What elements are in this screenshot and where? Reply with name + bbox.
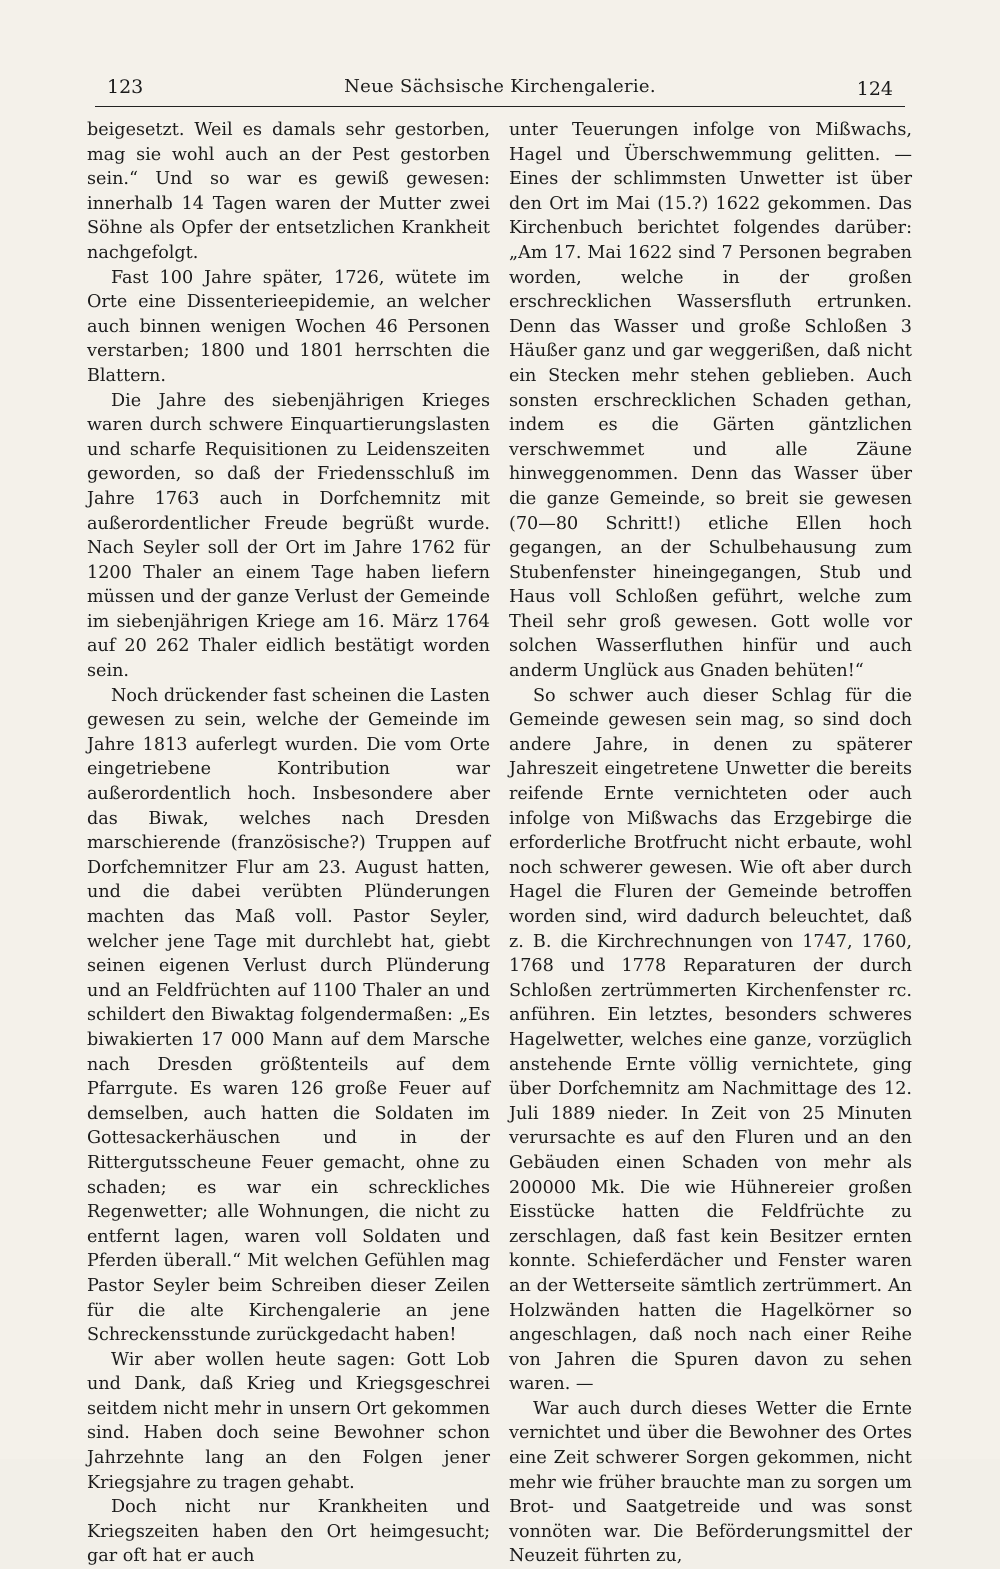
paragraph: So schwer auch dieser Schlag für die Gemeinde gewesen sein mag, so sind doch andere Jahre, in denen zu späterer Jahreszeit eingetretene Unwetter die bereits reifende Ernte vernichteten oder auch infolge von Mißwachs das Erzgebirge die erforderliche Brotfrucht nicht erbaute, wohl noch schwerer gewesen. Wie oft aber durch Hagel die Fluren der Gemeinde betroffen worden sind, wird dadurch beleuchtet, daß z. B. die Kirchrechnungen von 1747, 1760, 1768 und 1778 Reparaturen der durch Schloßen zertrümmerten Kirchenfenster rc. anführen. Ein letztes, besonders schweres Hagelwetter, welches eine ganze, vorzüglich anstehende Ernte völlig vernichtete, ging über Dorfchemnitz am Nachmittage des 12. Juli 1889 nieder. In Zeit von 25 Minuten verursachte es auf den Fluren und an den Gebäuden einen Schaden von mehr als 200000 Mk. Die wie Hühnereier großen Eisstücke hatten die Feldfrüchte zu zerschlagen, daß fast kein Besitzer ernten konnte. Schieferdächer und Fenster waren an der Wetterseite sämtlich zertrümmert. An Holzwänden hatten die Hagelkörner so angeschlagen, daß noch nach einer Reihe von Jahren die Spuren davon zu sehen waren. — — [509, 685, 912, 1395]
paragraph: Die Jahre des siebenjährigen Krieges waren durch schwere Einquartierungslasten und scharfe Requisitionen zu Leidenszeiten geworden, so daß der Friedensschluß im Jahre 1763 auch in Dorfchemnitz mit außerordentlicher Freude begrüßt wurde. Nach Seyler soll der Ort im Jahre 1762 für 1200 Thaler an einem Tage haben liefern müssen und der ganze Verlust der Gemeinde im siebenjährigen Kriege am 16. März 1764 auf 20 262 Thaler eidlich bestätigt worden sein. — [87, 390, 490, 682]
left-column — [87, 118, 490, 1569]
paragraph: Wir aber wollen heute sagen: Gott Lob und Dank, daß Krieg und Kriegsgeschrei seitdem nicht mehr in unsern Ort gekommen sind. Haben doch seine Bewohner schon Jahrzehnte lang an den Folgen jener Kriegsjahre zu tragen gehabt. — [87, 1349, 490, 1493]
paragraph: War auch durch dieses Wetter die Ernte vernichtet und über die Bewohner des Ortes eine Zeit schwerer Sorgen gekommen, nicht mehr wie früher brauchte man zu sorgen um Brot- und Saatgetreide und was sonst vonnöten war. Die Beförderungsmittel der Neuzeit führten zu, — [509, 1398, 912, 1567]
paragraph: Doch nicht nur Krankheiten und Kriegszeiten haben den Ort heimgesucht; gar oft hat er auch — [87, 1497, 490, 1567]
page-number-left: 123 — [107, 76, 144, 98]
paragraph: Noch drückender fast scheinen die Lasten gewesen zu sein, welche der Gemeinde im Jahre 1813 auferlegt wurden. Die vom Orte eingetriebene Kontribution war außerordentlich hoch. Insbesondere aber das Biwak, welches nach Dresden marschierende (französische?) Truppen auf Dorfchemnitzer Flur am 23. August hatten, und die dabei verübten Plünderungen machten das Maß voll. Pastor Seyler, welcher jene Tage mit durchlebt hat, giebt seinen eigenen Verlust durch Plünderung und an Feldfrüchten auf 1100 Thaler an und schildert den Biwaktag folgendermaßen: „Es biwakierten 17 000 Mann auf dem Marsche nach Dresden größtenteils auf dem Pfarrgute. Es waren 126 große Feuer auf demselben, auch hatten die Soldaten im Gottesackerhäuschen und in der Rittergutsscheune Feuer gemacht, ohne zu schaden; es war ein schreckliches Regenwetter; alle Wohnungen, die nicht zu entfernt lagen, waren voll Soldaten und Pferden überall.“ Mit welchen Gefühlen mag Pastor Seyler beim Schreiben dieser Zeilen für die alte Kirchengalerie an jene Schreckensstunde zurückgedacht haben! — [87, 685, 490, 1346]
page-header — [95, 72, 905, 107]
paragraph: unter Teuerungen infolge von Mißwachs, Hagel und Überschwemmung gelitten. — Eines der schlimmsten Unwetter ist über den Ort im Mai (15.?) 1622 gekommen. Das Kirchenbuch berichtet folgendes darüber: „Am 17. Mai 1622 sind 7 Personen begraben worden, welche in der großen erschrecklichen Wassersfluth ertrunken. Denn das Wasser und große Schloßen 3 Häußer ganz und gar weggerißen, daß nicht ein Stecken mehr stehen geblieben. Auch sonsten erschrecklichen Schaden gethan, indem es die Gärten gäntzlichen verschwemmet und alle Zäune hinweggenommen. Denn das Wasser über die ganze Gemeinde, so breit sie gewesen (70—80 Schritt!) etliche Ellen hoch gegangen, an der Schulbehausung zum Stubenfenster hineingegangen, Stub und Haus voll Schloßen geführt, welche zum Theil sehr groß gewesen. Gott wolle vor solchen Wasserfluthen hinfür und auch anderm Unglück aus Gnaden behüten!“ — [509, 120, 912, 682]
running-title: Neue Sächsische Kirchengalerie. — [344, 76, 656, 97]
paragraph: beigesetzt. Weil es damals sehr gestorben, mag sie wohl auch an der Pest gestorben sein.“ Und so war es gewiß gewesen: innerhalb 14 Tagen waren der Mutter zwei Söhne als Opfer der entsetzlichen Krankheit nachgefolgt. — [87, 120, 490, 263]
right-column — [509, 118, 912, 1569]
page-number-right: 124 — [856, 78, 893, 100]
paragraph: Fast 100 Jahre später, 1726, wütete im Orte eine Dissenterieepidemie, an welcher auch binnen wenigen Wochen 46 Personen verstarben; 1800 und 1801 herrschten die Blattern. — [87, 267, 490, 386]
